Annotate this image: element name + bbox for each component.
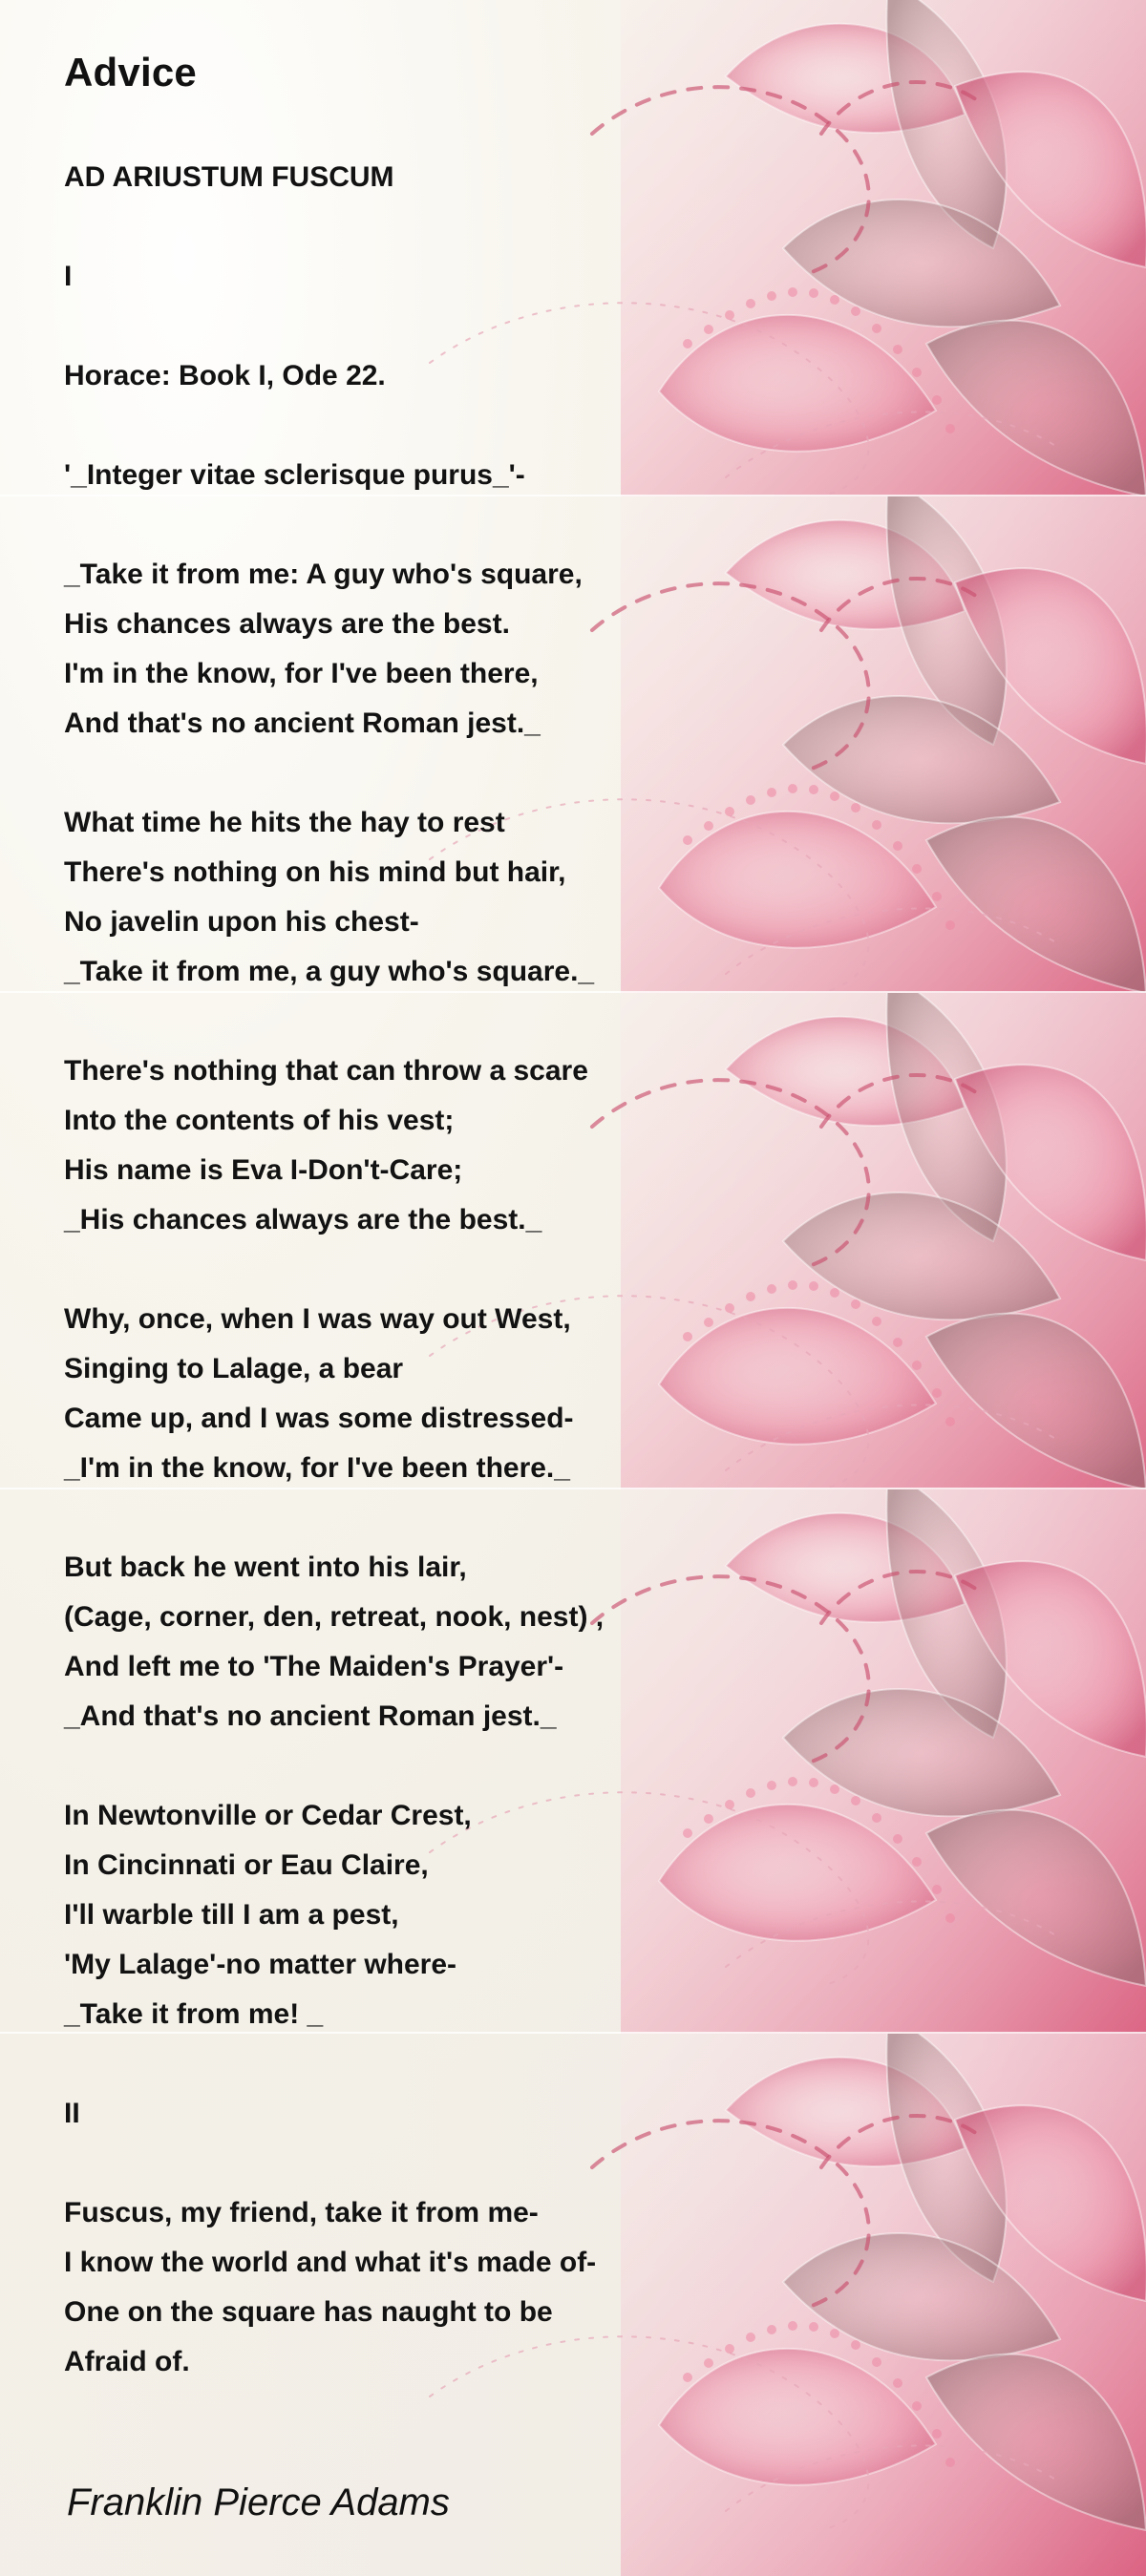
poem-line: No javelin upon his chest- xyxy=(64,906,419,938)
poem-line: In Newtonville or Cedar Crest, xyxy=(64,1800,472,1831)
poem-line-break xyxy=(64,2039,790,2089)
poem-line: I'm in the know, for I've been there, xyxy=(64,658,539,689)
poem-line: I'll warble till I am a pest, xyxy=(64,1899,399,1931)
poem-line: '_Integer vitae sclerisque purus_'- xyxy=(64,459,525,491)
poem-line: 'My Lalage'-no matter where- xyxy=(64,1949,457,1980)
poem-line-break xyxy=(64,1493,790,1543)
poem-line: II xyxy=(64,2098,80,2129)
poem-line: Singing to Lalage, a bear xyxy=(64,1353,404,1384)
poem-line-break xyxy=(64,202,790,252)
poem-line-break xyxy=(64,997,790,1046)
poem-line: In Cincinnati or Eau Claire, xyxy=(64,1849,429,1881)
poem-line: _I'm in the know, for I've been there._ xyxy=(64,1452,570,1484)
poem-line: I xyxy=(64,261,73,292)
poem-author: Franklin Pierce Adams xyxy=(67,2481,450,2523)
poem-line: (Cage, corner, den, retreat, nook, nest) , xyxy=(64,1601,605,1633)
poem-line-break xyxy=(64,1742,790,1791)
poem-line: Why, once, when I was way out West, xyxy=(64,1303,571,1335)
poem-line: Afraid of. xyxy=(64,2346,190,2377)
poem-line-break xyxy=(64,401,790,451)
poem-line-break xyxy=(64,2139,790,2188)
poem-body xyxy=(64,153,790,2387)
poem-line: Into the contents of his vest; xyxy=(64,1105,455,1136)
poem-line: There's nothing that can throw a scare xyxy=(64,1055,588,1087)
poem-line: _His chances always are the best._ xyxy=(64,1204,542,1235)
poem-line: Fuscus, my friend, take it from me- xyxy=(64,2197,539,2228)
poem-line: _Take it from me, a guy who's square._ xyxy=(64,956,595,987)
poem-title: Advice xyxy=(64,50,197,95)
poem-line: And that's no ancient Roman jest._ xyxy=(64,707,541,739)
poem-line-break xyxy=(64,302,790,351)
poem-line: One on the square has naught to be xyxy=(64,2296,553,2328)
poem-line: But back he went into his lair, xyxy=(64,1552,467,1583)
poem-line: What time he hits the hay to rest xyxy=(64,807,505,838)
poem-line: _Take it from me! _ xyxy=(64,1998,324,2030)
poem-line-break xyxy=(64,1245,790,1295)
poem-line: I know the world and what it's made of- xyxy=(64,2247,597,2278)
poem-line: There's nothing on his mind but hair, xyxy=(64,856,566,888)
poem-line: Came up, and I was some distressed- xyxy=(64,1403,574,1434)
poem-line: His name is Eva I-Don't-Care; xyxy=(64,1154,463,1186)
poem-line-break xyxy=(64,500,790,550)
poem-line: _Take it from me: A guy who's square, xyxy=(64,559,583,590)
poem-line: AD ARIUSTUM FUSCUM xyxy=(64,161,394,193)
poem-line: Horace: Book I, Ode 22. xyxy=(64,360,386,391)
poem-line: And left me to 'The Maiden's Prayer'- xyxy=(64,1651,564,1682)
poem-line: _And that's no ancient Roman jest._ xyxy=(64,1700,557,1732)
poem-line: His chances always are the best. xyxy=(64,608,510,640)
poem-line-break xyxy=(64,749,790,798)
